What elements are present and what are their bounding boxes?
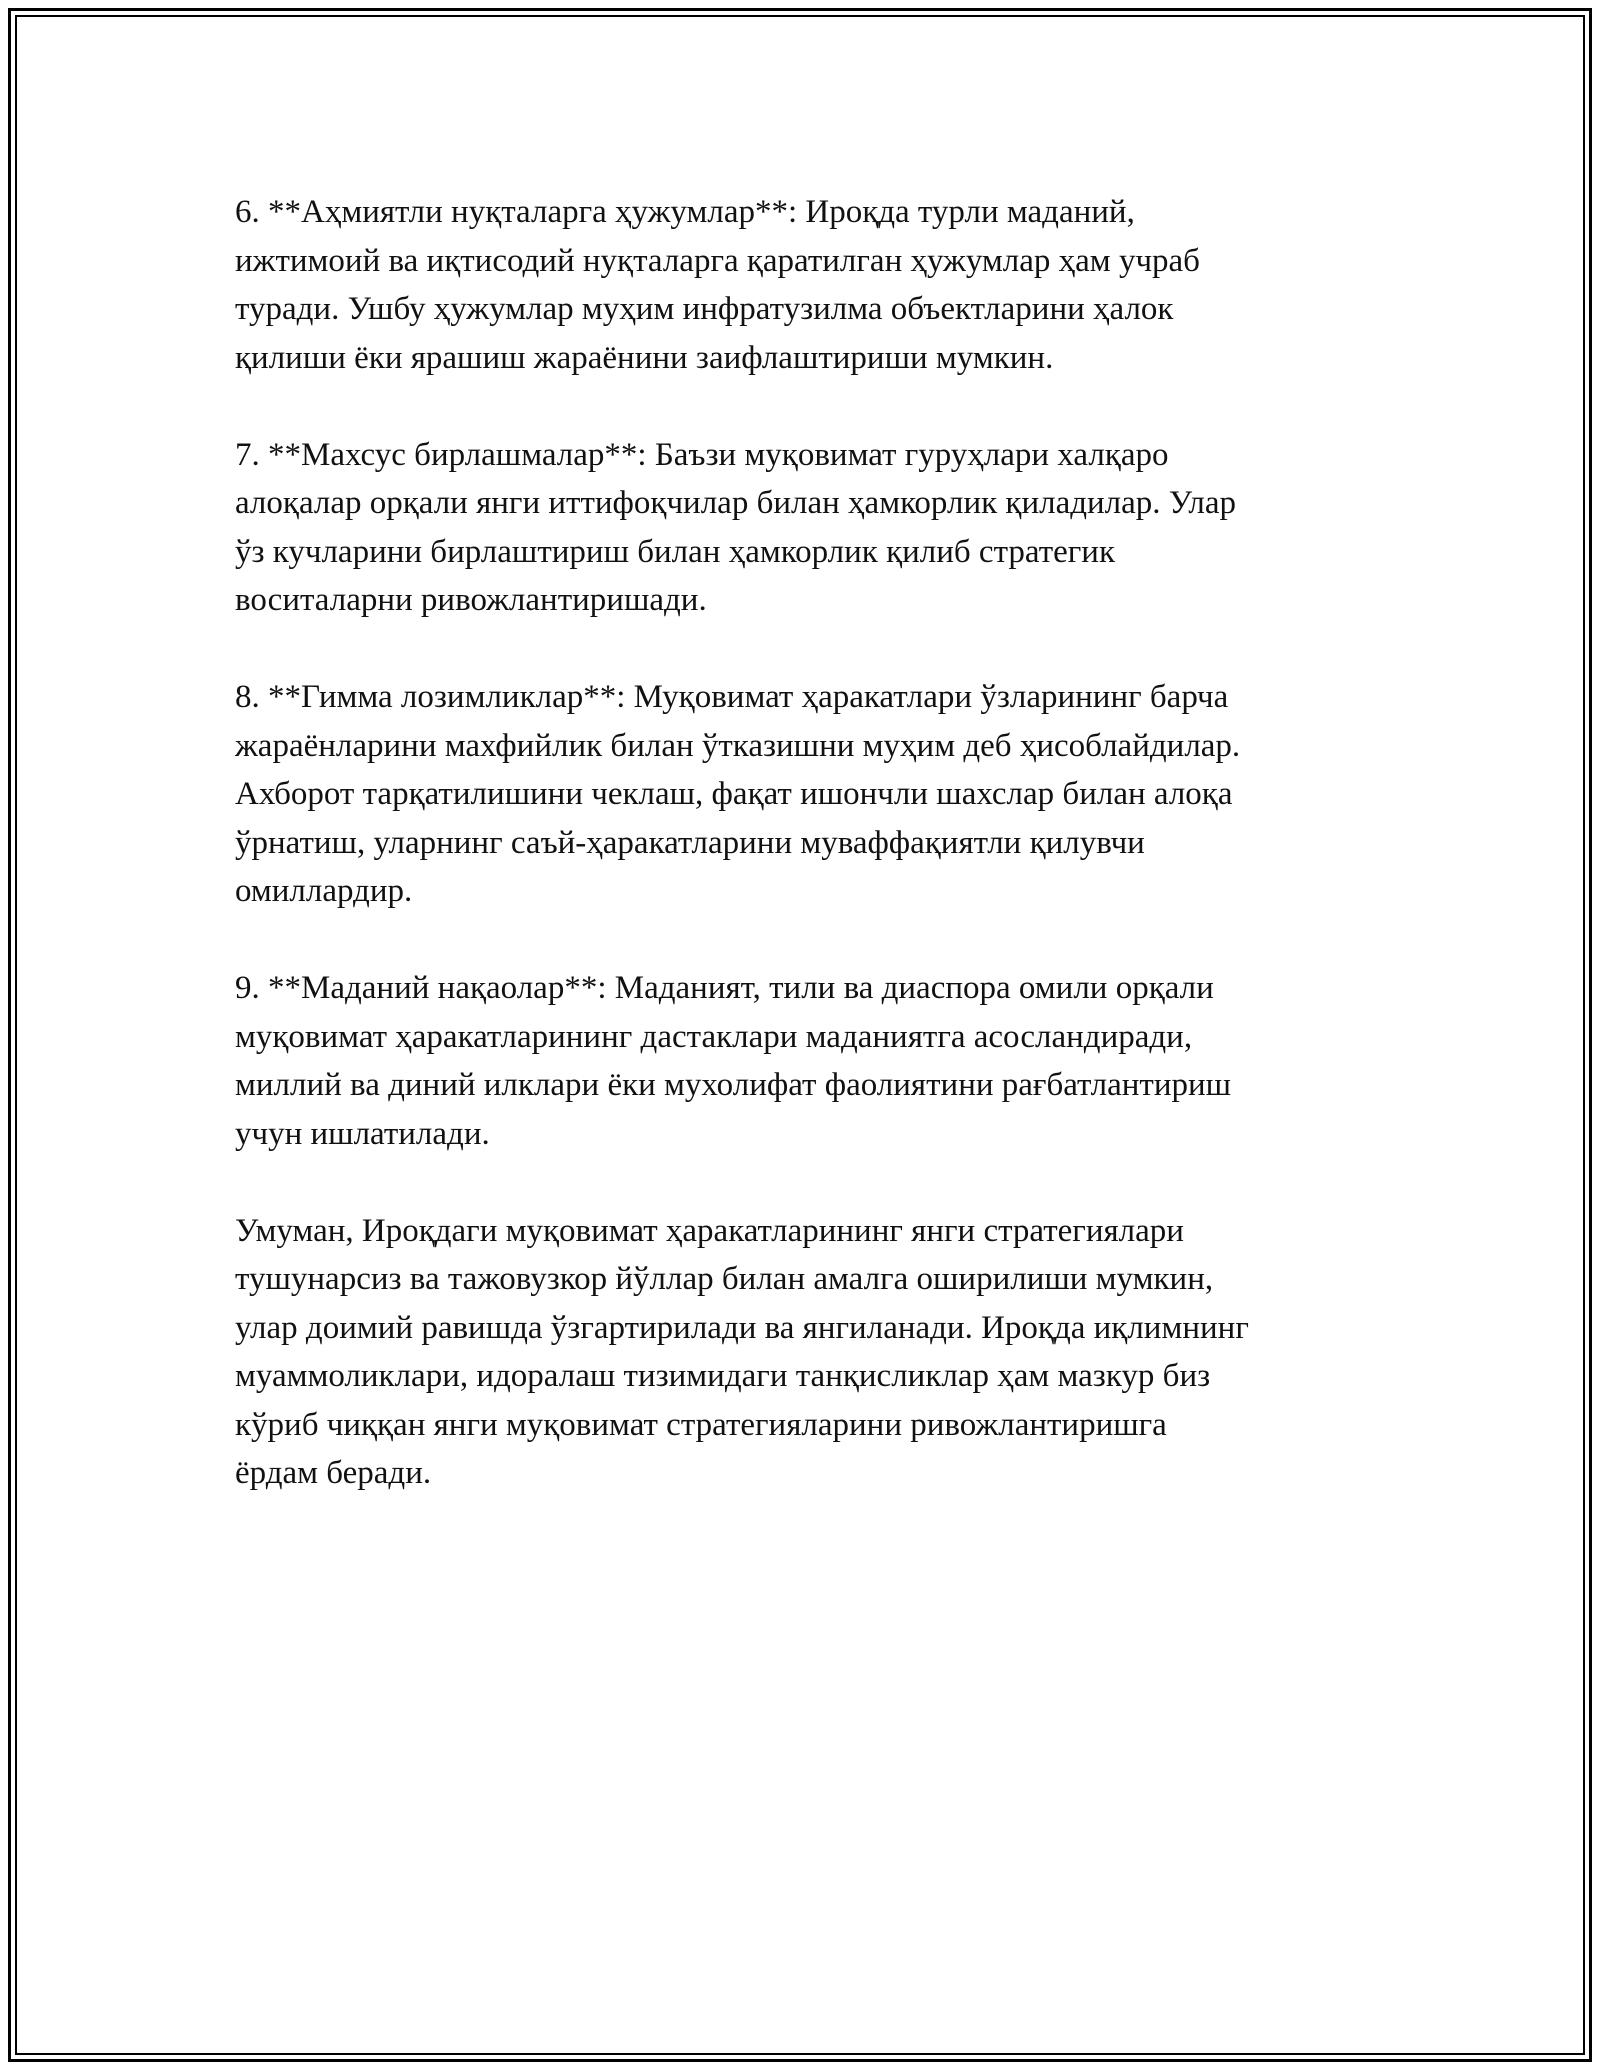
text-line: қилиши ёки ярашиш жараёнини заифлаштириши мумкин. [235,339,1054,376]
text-line: жараёнларини махфийлик билан ўтказишни муҳим деб ҳисоблайдилар. [235,727,1241,764]
text-line: улар доимий равишда ўзгартирилади ва янгиланади. Ироқда иқлимнинг [235,1309,1249,1346]
text-line: кўриб чиққан янги муқовимат стратегияларини ривожлантиришга [235,1406,1167,1443]
text-line: муаммоликлари, идоралаш тизимидаги танқисликлар ҳам мазкур биз [235,1358,1211,1394]
text-line: туради. Ушбу ҳужумлар муҳим инфратузилма объектларини ҳалок [235,291,1174,327]
text-line: Ахборот тарқатилишини чеклаш, фақат ишончли шахслар билан алоқа [235,776,1233,812]
text-line: 9. **Маданий нақаолар**: Маданият, тили ва диаспора омили орқали [235,970,1214,1006]
paragraph-item-6 [235,188,1370,382]
text-line: ўз кучларини бирлаштириш билан ҳамкорлик қилиб стратегик [235,533,1115,570]
text-line: ёрдам беради. [235,1455,432,1491]
text-line: ижтимоий ва иқтисодий нуқталарга қаратилган ҳужумлар ҳам учраб [235,242,1200,279]
paragraph-conclusion [235,1207,1370,1498]
paragraph-item-7 [235,431,1370,625]
text-line: алоқалар орқали янги иттифоқчилар билан ҳамкорлик қиладилар. Улар [235,485,1237,521]
text-line: 8. **Гимма лозимликлар**: Муқовимат ҳаракатлари ўзларининг барча [235,679,1229,715]
text-line: муқовимат ҳаракатларининг дастаклари маданиятга асосландиради, [235,1018,1193,1055]
text-line: 6. **Аҳмиятли нуқталарга ҳужумлар**: Ироқда турли маданий, [235,194,1135,230]
text-line: Умуман, Ироқдаги муқовимат ҳаракатларининг янги стратегиялари [235,1212,1184,1249]
text-line: воситаларни ривожлантиришади. [235,582,707,618]
paragraph-item-9 [235,964,1370,1158]
text-line: омиллардир. [235,873,413,909]
text-line: ўрнатиш, уларнинг саъй-ҳаракатларини муваффақиятли қилувчи [235,824,1145,861]
text-line: учун ишлатилади. [235,1115,490,1152]
text-line: миллий ва диний илклари ёки мухолифат фаолиятини рағбатлантириш [235,1067,1232,1103]
paragraph-item-8 [235,673,1370,916]
text-line: тушунарсиз ва тажовузкор йўллар билан амалга оширилиши мумкин, [235,1261,1214,1297]
text-line: 7. **Махсус бирлашмалар**: Баъзи муқовимат гуруҳлари халқаро [235,436,1169,473]
document-body [235,188,1370,1546]
